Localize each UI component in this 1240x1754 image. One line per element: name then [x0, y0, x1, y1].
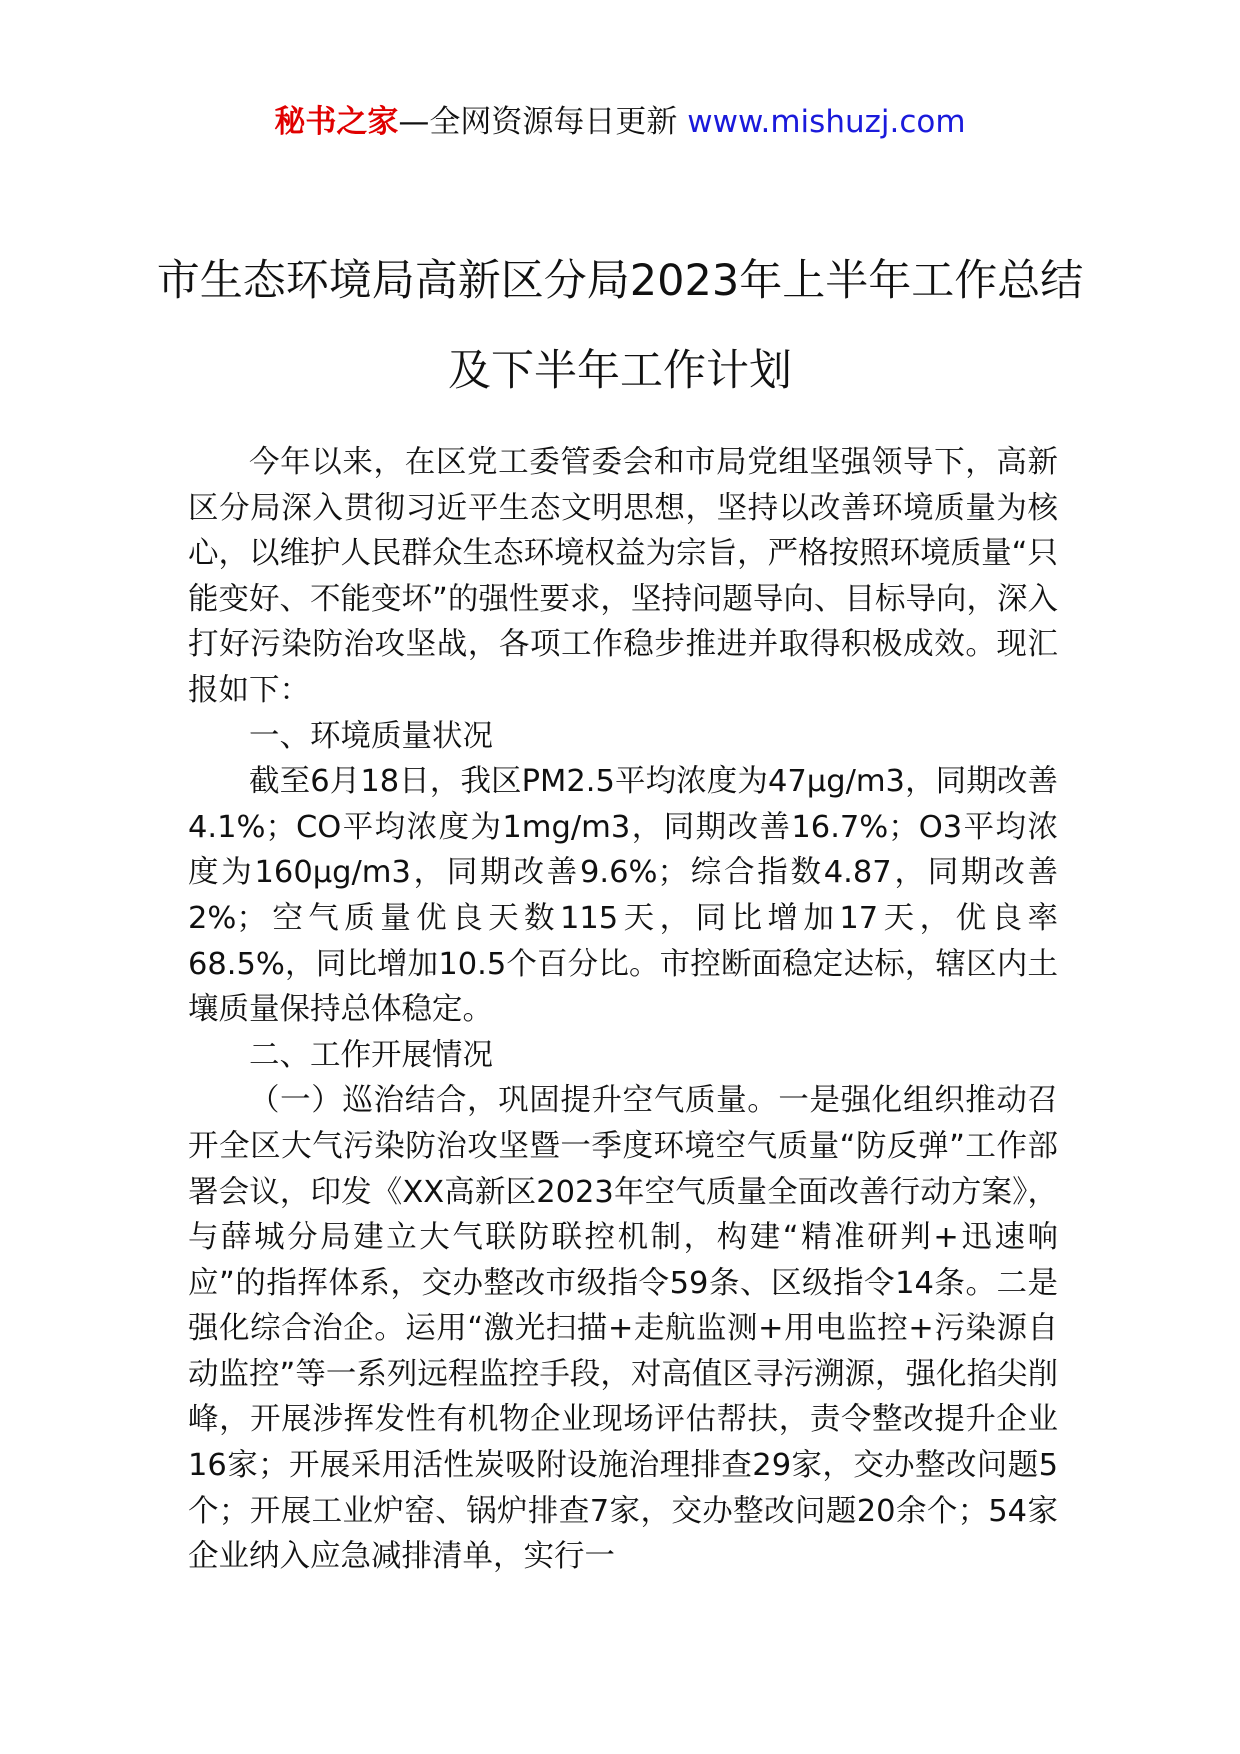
- brand-name: 秘书之家: [274, 104, 399, 140]
- page-header: [0, 100, 1240, 144]
- document-title: 市生态环境局高新区分局2023年上半年工作总结及下半年工作计划: [156, 256, 1084, 396]
- environment-quality-paragraph: 截至6月18日，我区PM2.5平均浓度为47μg/m3，同期改善4.1%；CO平均浓度为1mg/m3，同期改善16.7%；O3平均浓度为160μg/m3，同期改善9.6%；综合指数4.87，同期改善2%；空气质量优良天数115天，同比增加17天，优良率68.5%，同比增加10.5个百分比。市控断面稳定达标，辖区内土壤质量保持总体稳定。: [188, 764, 1058, 1028]
- website-link[interactable]: www.mishuzj.com: [687, 104, 966, 140]
- document-body: [188, 440, 1058, 1580]
- header-tagline: —全网资源每日更新: [398, 104, 688, 140]
- work-progress-paragraph: （一）巡治结合，巩固提升空气质量。一是强化组织推动召开全区大气污染防治攻坚暨一季度环境空气质量“防反弹”工作部署会议，印发《XX高新区2023年空气质量全面改善行动方案》，与薛城分局建立大气联防联控机制，构建“精准研判+迅速响应”的指挥体系，交办整改市级指令59条、区级指令14条。二是强化综合治企。运用“激光扫描+走航监测+用电监控+污染源自动监控”等一系列远程监控手段，对高值区寻污溯源，强化掐尖削峰，开展涉挥发性有机物企业现场评估帮扶，责令整改提升企业16家；开展采用活性炭吸附设施治理排查29家，交办整改问题5个；开展工业炉窑、锅炉排查7家，交办整改问题20余个；54家企业纳入应急减排清单，实行一: [188, 1083, 1058, 1575]
- intro-paragraph: 今年以来，在区党工委管委会和市局党组坚强领导下，高新区分局深入贯彻习近平生态文明思想，坚持以改善环境质量为核心，以维护人民群众生态环境权益为宗旨，严格按照环境质量“只能变好、不能变坏”的强性要求，坚持问题导向、目标导向，深入打好污染防治攻坚战，各项工作稳步推进并取得积极成效。现汇报如下：: [188, 445, 1058, 708]
- section-heading-work-progress: 二、工作开展情况: [249, 1037, 493, 1073]
- section-heading-environment-quality: 一、环境质量状况: [249, 718, 493, 754]
